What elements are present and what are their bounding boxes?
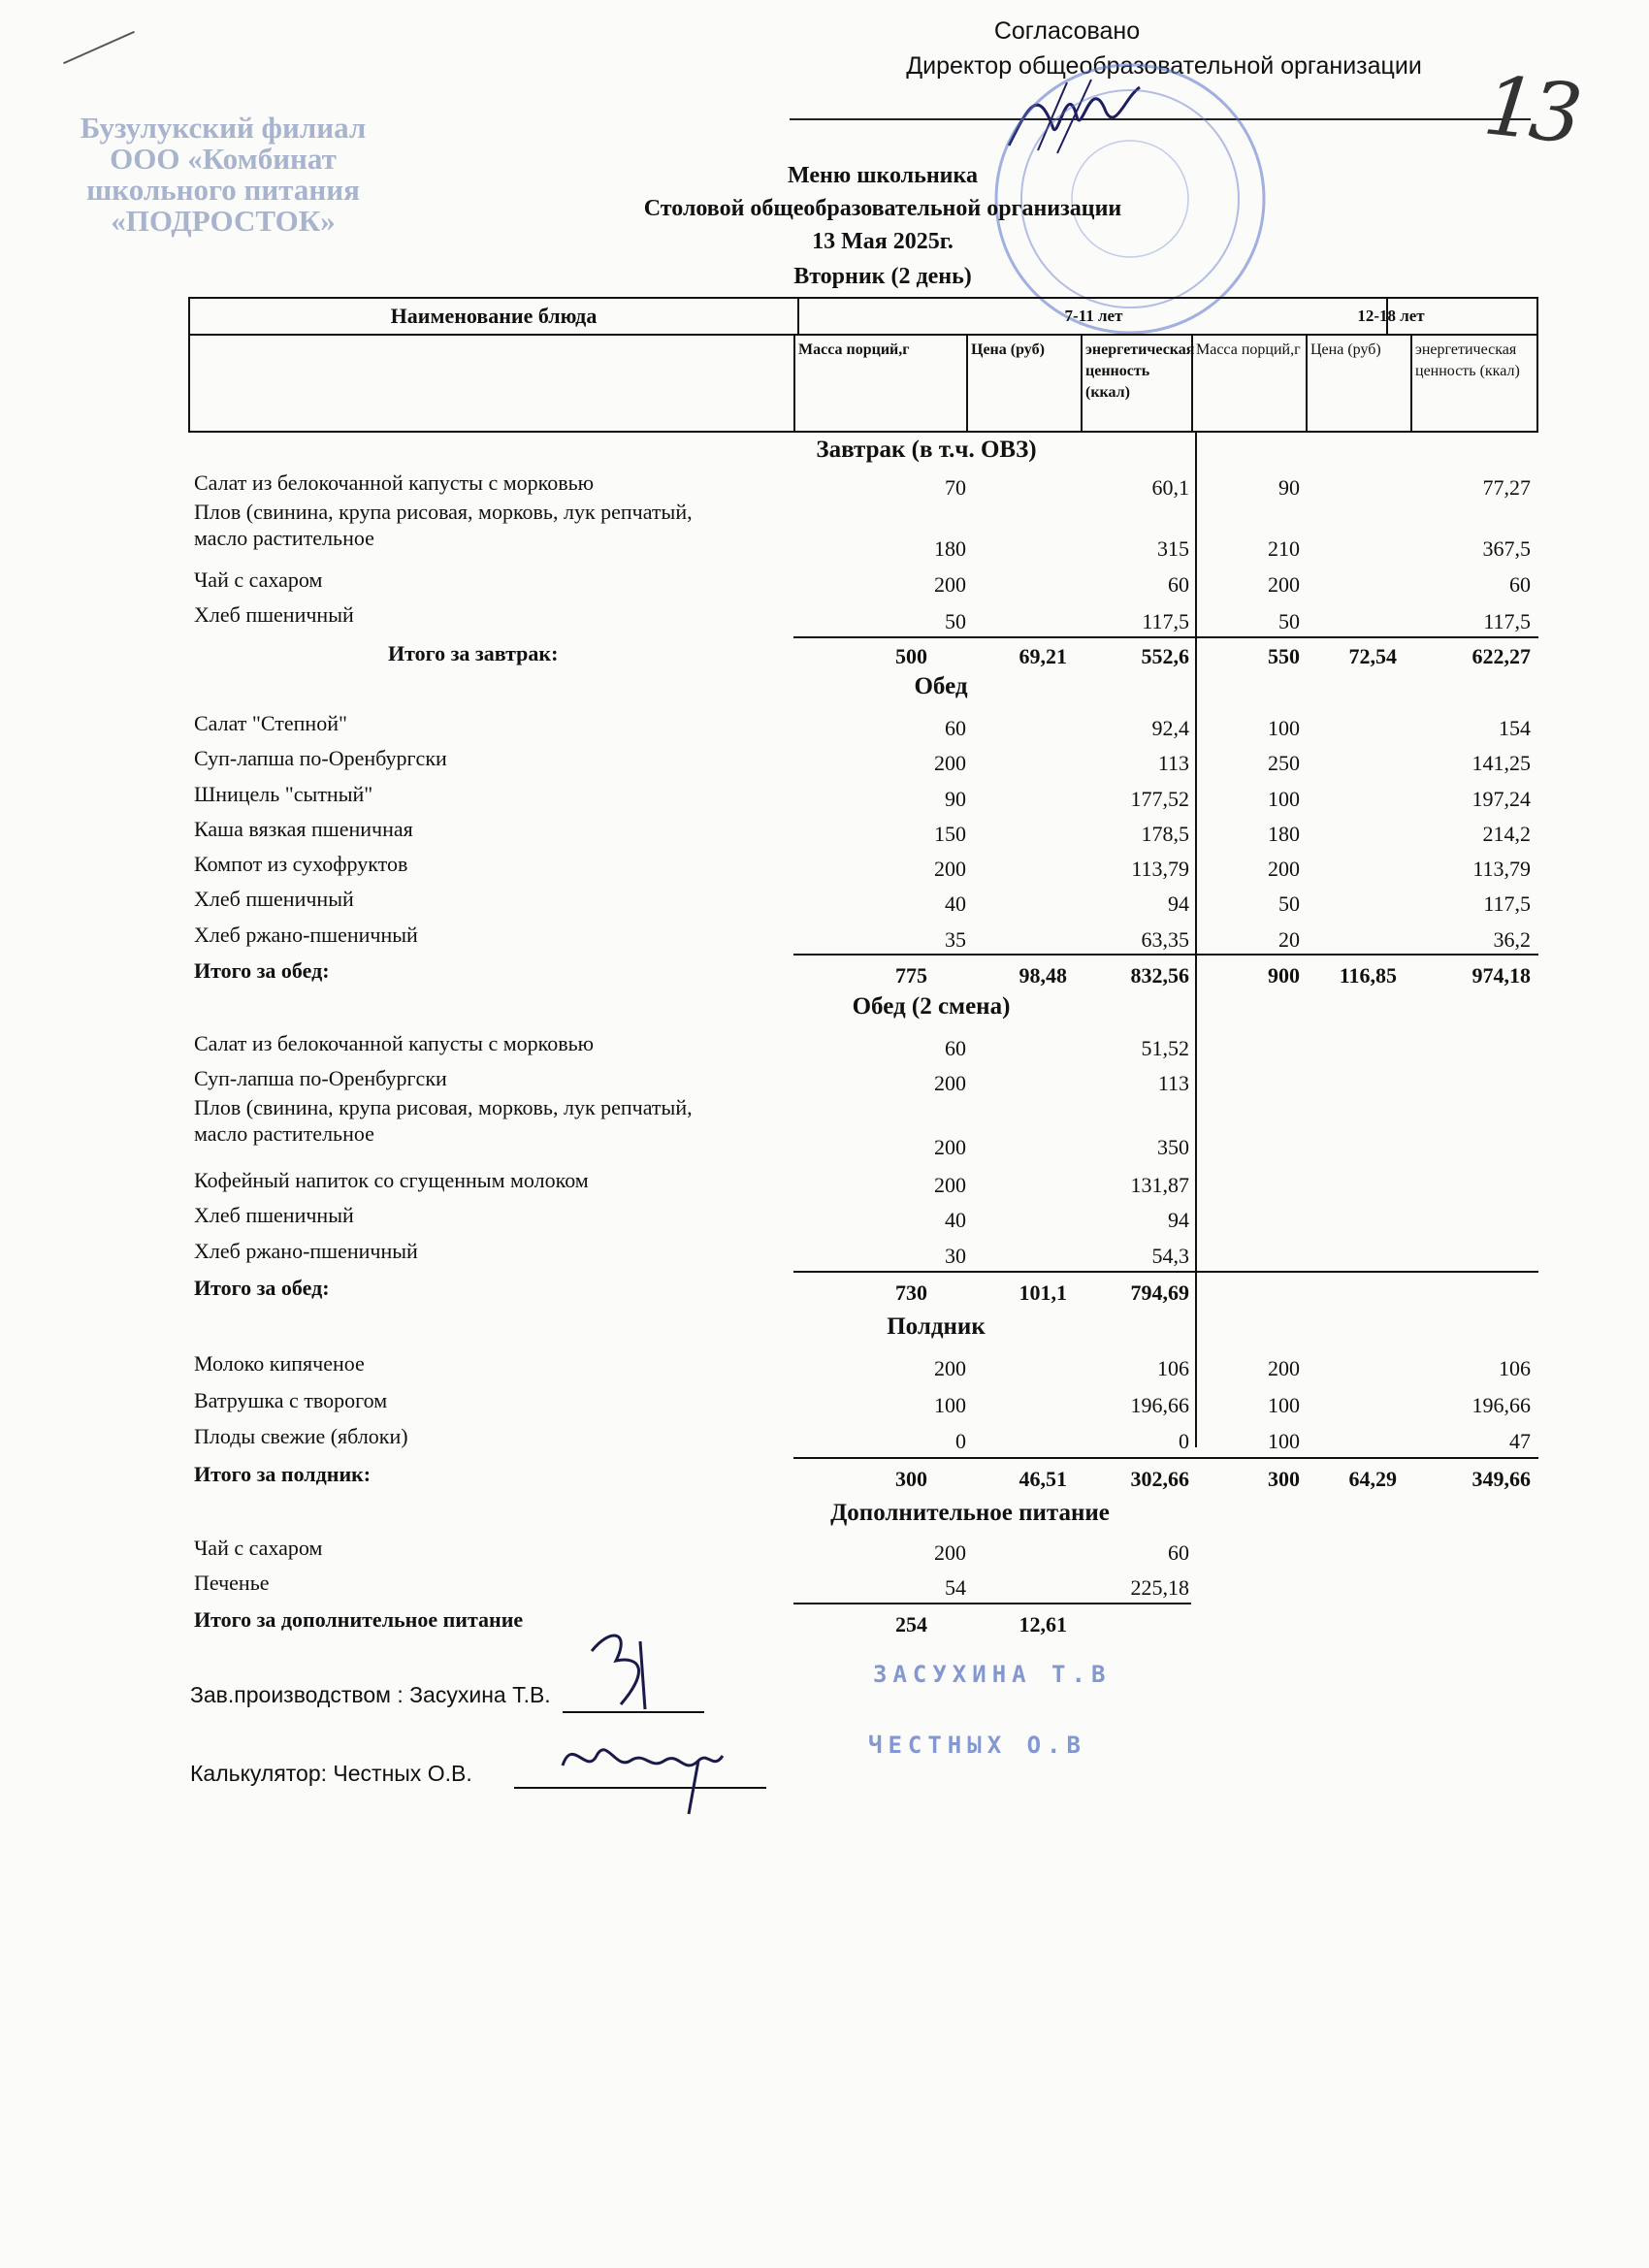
mass-12-18: 100 [1268, 787, 1300, 811]
total-price-7-11: 69,21 [1018, 644, 1067, 668]
mass-12-18: 180 [1268, 822, 1300, 846]
age-group-12-18-header: 12-18 лет [1357, 307, 1425, 325]
dish-name: Каша вязкая пшеничная [194, 817, 413, 841]
manager-name-stamp: ЗАСУХИНА Т.В [873, 1661, 1112, 1688]
total-rule [793, 1603, 1191, 1604]
org-stamp-line: Бузулукский филиал [80, 111, 367, 145]
total-rule [793, 1457, 1538, 1459]
energy-7-11: 315 [1157, 536, 1189, 561]
energy-12-18: 77,27 [1482, 475, 1531, 500]
energy-12-18: 117,5 [1483, 609, 1531, 633]
mass-12-18: 200 [1268, 572, 1300, 597]
org-stamp-line: «ПОДРОСТОК» [111, 204, 336, 238]
energy-7-11: 94 [1168, 891, 1189, 916]
energy-12-18: 154 [1499, 716, 1531, 740]
energy-7-11: 177,52 [1130, 787, 1189, 811]
total-price-7-11: 98,48 [1018, 963, 1067, 988]
dish-name: Суп-лапша по-Оренбургски [194, 1066, 447, 1090]
energy-header-2: энергетическая ценность (ккал) [1410, 334, 1536, 431]
dish-name: Салат из белокочанной капусты с морковью [194, 470, 595, 495]
energy-7-11: 113 [1157, 751, 1189, 775]
total-rule [793, 636, 1538, 638]
total-mass-7-11: 775 [895, 963, 927, 988]
dish-name: Печенье [194, 1571, 270, 1595]
total-label: Итого за завтрак: [388, 641, 559, 665]
total-mass-12-18: 900 [1268, 963, 1300, 988]
mass-7-11: 200 [934, 1173, 966, 1197]
total-label: Итого за обед: [194, 1276, 330, 1300]
mass-12-18: 100 [1268, 716, 1300, 740]
energy-7-11: 63,35 [1141, 927, 1189, 952]
calculator-label: Калькулятор: Честных О.В. [190, 1761, 472, 1786]
mass-7-11: 200 [934, 857, 966, 881]
mass-12-18: 200 [1268, 857, 1300, 881]
total-rule [793, 1271, 1538, 1273]
mass-7-11: 40 [945, 891, 966, 916]
section-title-lunch-2: Обед (2 смена) [852, 993, 1011, 1020]
section-title-lunch: Обед [914, 673, 968, 699]
energy-7-11: 117,5 [1142, 609, 1189, 633]
dish-name: Плоды свежие (яблоки) [194, 1424, 408, 1448]
energy-7-11: 225,18 [1130, 1575, 1189, 1600]
total-rule [793, 954, 1538, 956]
energy-12-18: 141,25 [1471, 751, 1531, 775]
mass-12-18: 200 [1268, 1356, 1300, 1380]
total-energy-7-11: 832,56 [1130, 963, 1189, 988]
energy-12-18: 197,24 [1471, 787, 1531, 811]
total-price-12-18: 72,54 [1348, 644, 1397, 668]
section-title-extra: Дополнительное питание [830, 1500, 1110, 1526]
dish-name: Ватрушка с творогом [194, 1388, 388, 1412]
mass-7-11: 200 [934, 1540, 966, 1565]
total-price-12-18: 116,85 [1339, 963, 1397, 988]
total-energy-7-11: 302,66 [1130, 1467, 1189, 1491]
energy-7-11: 60 [1168, 572, 1189, 597]
mass-7-11: 150 [934, 822, 966, 846]
mass-12-18: 210 [1268, 536, 1300, 561]
energy-12-18: 36,2 [1493, 927, 1531, 952]
menu-title: Меню школьника [788, 163, 978, 188]
dish-name: Шницель "сытный" [194, 782, 373, 806]
dish-column-header: Наименование блюда [390, 304, 598, 328]
total-mass-12-18: 300 [1268, 1467, 1300, 1491]
energy-7-11: 92,4 [1151, 716, 1189, 740]
dish-name: Молоко кипяченое [194, 1351, 365, 1376]
dish-name: Салат из белокочанной капусты с морковью [194, 1031, 595, 1055]
dish-name: Чай с сахаром [194, 567, 323, 592]
total-energy-12-18: 622,27 [1471, 644, 1531, 668]
energy-7-11: 178,5 [1141, 822, 1189, 846]
approval-title: Согласовано [993, 17, 1141, 45]
energy-12-18: 47 [1509, 1429, 1531, 1453]
energy-7-11: 113,79 [1131, 857, 1189, 881]
dish-name: Кофейный напиток со сгущенным молоком [194, 1168, 589, 1192]
mass-12-18: 100 [1268, 1393, 1300, 1417]
energy-12-18: 106 [1499, 1356, 1531, 1380]
dish-name: Чай с сахаром [194, 1536, 323, 1560]
mass-12-18: 100 [1268, 1429, 1300, 1453]
mass-7-11: 30 [945, 1244, 966, 1268]
dish-name: Хлеб пшеничный [194, 887, 354, 911]
energy-12-18: 60 [1509, 572, 1531, 597]
mass-12-18: 50 [1278, 891, 1300, 916]
age-group-7-11-header: 7-11 лет [797, 299, 1388, 334]
total-mass-7-11: 254 [895, 1612, 927, 1636]
total-label: Итого за полдник: [194, 1462, 372, 1486]
mass-12-18: 250 [1268, 751, 1300, 775]
mass-7-11: 200 [934, 1356, 966, 1380]
total-energy-7-11: 794,69 [1130, 1280, 1189, 1305]
column-divider [1195, 433, 1197, 1447]
dish-name: Плов (свинина, крупа рисовая, морковь, лук репчатый, масло растительное [194, 1095, 693, 1146]
mass-7-11: 200 [934, 1135, 966, 1159]
mass-7-11: 0 [955, 1429, 966, 1453]
energy-7-11: 106 [1157, 1356, 1189, 1380]
dish-name: Салат "Степной" [194, 711, 347, 735]
mass-12-18: 20 [1278, 927, 1300, 952]
corner-pen-mark [63, 31, 135, 64]
total-energy-12-18: 974,18 [1471, 963, 1531, 988]
mass-7-11: 60 [945, 716, 966, 740]
total-energy-7-11: 552,6 [1141, 644, 1189, 668]
dish-name: Компот из сухофруктов [194, 852, 408, 876]
total-energy-12-18: 349,66 [1471, 1467, 1531, 1491]
mass-7-11: 100 [934, 1393, 966, 1417]
mass-7-11: 50 [945, 609, 966, 633]
energy-7-11: 350 [1157, 1135, 1189, 1159]
total-price-12-18: 64,29 [1348, 1467, 1397, 1491]
dish-name: Хлеб пшеничный [194, 602, 354, 627]
total-price-7-11: 46,51 [1018, 1467, 1067, 1491]
dish-name: Хлеб пшеничный [194, 1203, 354, 1227]
energy-7-11: 113 [1157, 1071, 1189, 1095]
org-stamp-line: ООО «Комбинат [110, 142, 337, 176]
energy-12-18: 196,66 [1471, 1393, 1531, 1417]
energy-7-11: 94 [1168, 1208, 1189, 1232]
price-header-2: Цена (руб) [1306, 334, 1410, 431]
energy-12-18: 214,2 [1482, 822, 1531, 846]
org-stamp-line: школьного питания [86, 173, 360, 207]
energy-7-11: 60 [1168, 1540, 1189, 1565]
total-label: Итого за дополнительное питание [194, 1607, 524, 1632]
energy-12-18: 367,5 [1482, 536, 1531, 561]
total-label: Итого за обед: [194, 958, 330, 983]
section-title-breakfast: Завтрак (в т.ч. ОВЗ) [816, 437, 1037, 463]
energy-12-18: 113,79 [1472, 857, 1531, 881]
energy-7-11: 54,3 [1151, 1244, 1189, 1268]
mass-12-18: 90 [1278, 475, 1300, 500]
calculator-signature [553, 1717, 737, 1824]
energy-7-11: 131,87 [1130, 1173, 1189, 1197]
total-mass-7-11: 500 [895, 644, 927, 668]
total-mass-12-18: 550 [1268, 644, 1300, 668]
mass-header-2: Масса порций,г [1191, 334, 1306, 431]
dish-name: Хлеб ржано-пшеничный [194, 1239, 418, 1263]
approval-position: Директор общеобразовательной организации [906, 52, 1422, 80]
menu-day: Вторник (2 день) [793, 264, 972, 289]
mass-7-11: 35 [945, 927, 966, 952]
manager-signature [572, 1622, 679, 1719]
total-mass-7-11: 730 [895, 1280, 927, 1305]
menu-subtitle: Столовой общеобразовательной организации [643, 196, 1122, 221]
mass-7-11: 70 [945, 475, 966, 500]
total-price-7-11: 101,1 [1018, 1280, 1067, 1305]
mass-7-11: 200 [934, 751, 966, 775]
total-mass-7-11: 300 [895, 1467, 927, 1491]
energy-header-1: энергетическая ценность (ккал) [1081, 334, 1191, 431]
mass-12-18: 50 [1278, 609, 1300, 633]
energy-7-11: 0 [1179, 1429, 1189, 1453]
energy-12-18: 117,5 [1483, 891, 1531, 916]
section-title-snack: Полдник [887, 1313, 986, 1340]
organization-stamp [39, 113, 407, 237]
dish-name: Хлеб ржано-пшеничный [194, 923, 418, 947]
calculator-name-stamp: ЧЕСТНЫХ О.В [868, 1732, 1086, 1759]
dish-name: Плов (свинина, крупа рисовая, морковь, лук репчатый, масло растительное [194, 500, 693, 550]
page-number: 13 [1479, 57, 1581, 162]
menu-date: 13 Мая 2025г. [812, 229, 954, 254]
mass-7-11: 54 [945, 1575, 966, 1600]
mass-7-11: 40 [945, 1208, 966, 1232]
mass-header-1: Масса порций,г [793, 334, 966, 431]
mass-7-11: 60 [945, 1036, 966, 1060]
energy-7-11: 51,52 [1141, 1036, 1189, 1060]
total-price-7-11: 12,61 [1018, 1612, 1067, 1636]
mass-7-11: 200 [934, 1071, 966, 1095]
price-header-1: Цена (руб) [966, 334, 1081, 431]
mass-7-11: 180 [934, 536, 966, 561]
dish-name: Суп-лапша по-Оренбургски [194, 746, 447, 770]
production-manager-label: Зав.производством : Засухина Т.В. [190, 1682, 551, 1707]
menu-table-header [188, 297, 1538, 433]
energy-7-11: 196,66 [1130, 1393, 1189, 1417]
mass-7-11: 90 [945, 787, 966, 811]
energy-7-11: 60,1 [1151, 475, 1189, 500]
mass-7-11: 200 [934, 572, 966, 597]
